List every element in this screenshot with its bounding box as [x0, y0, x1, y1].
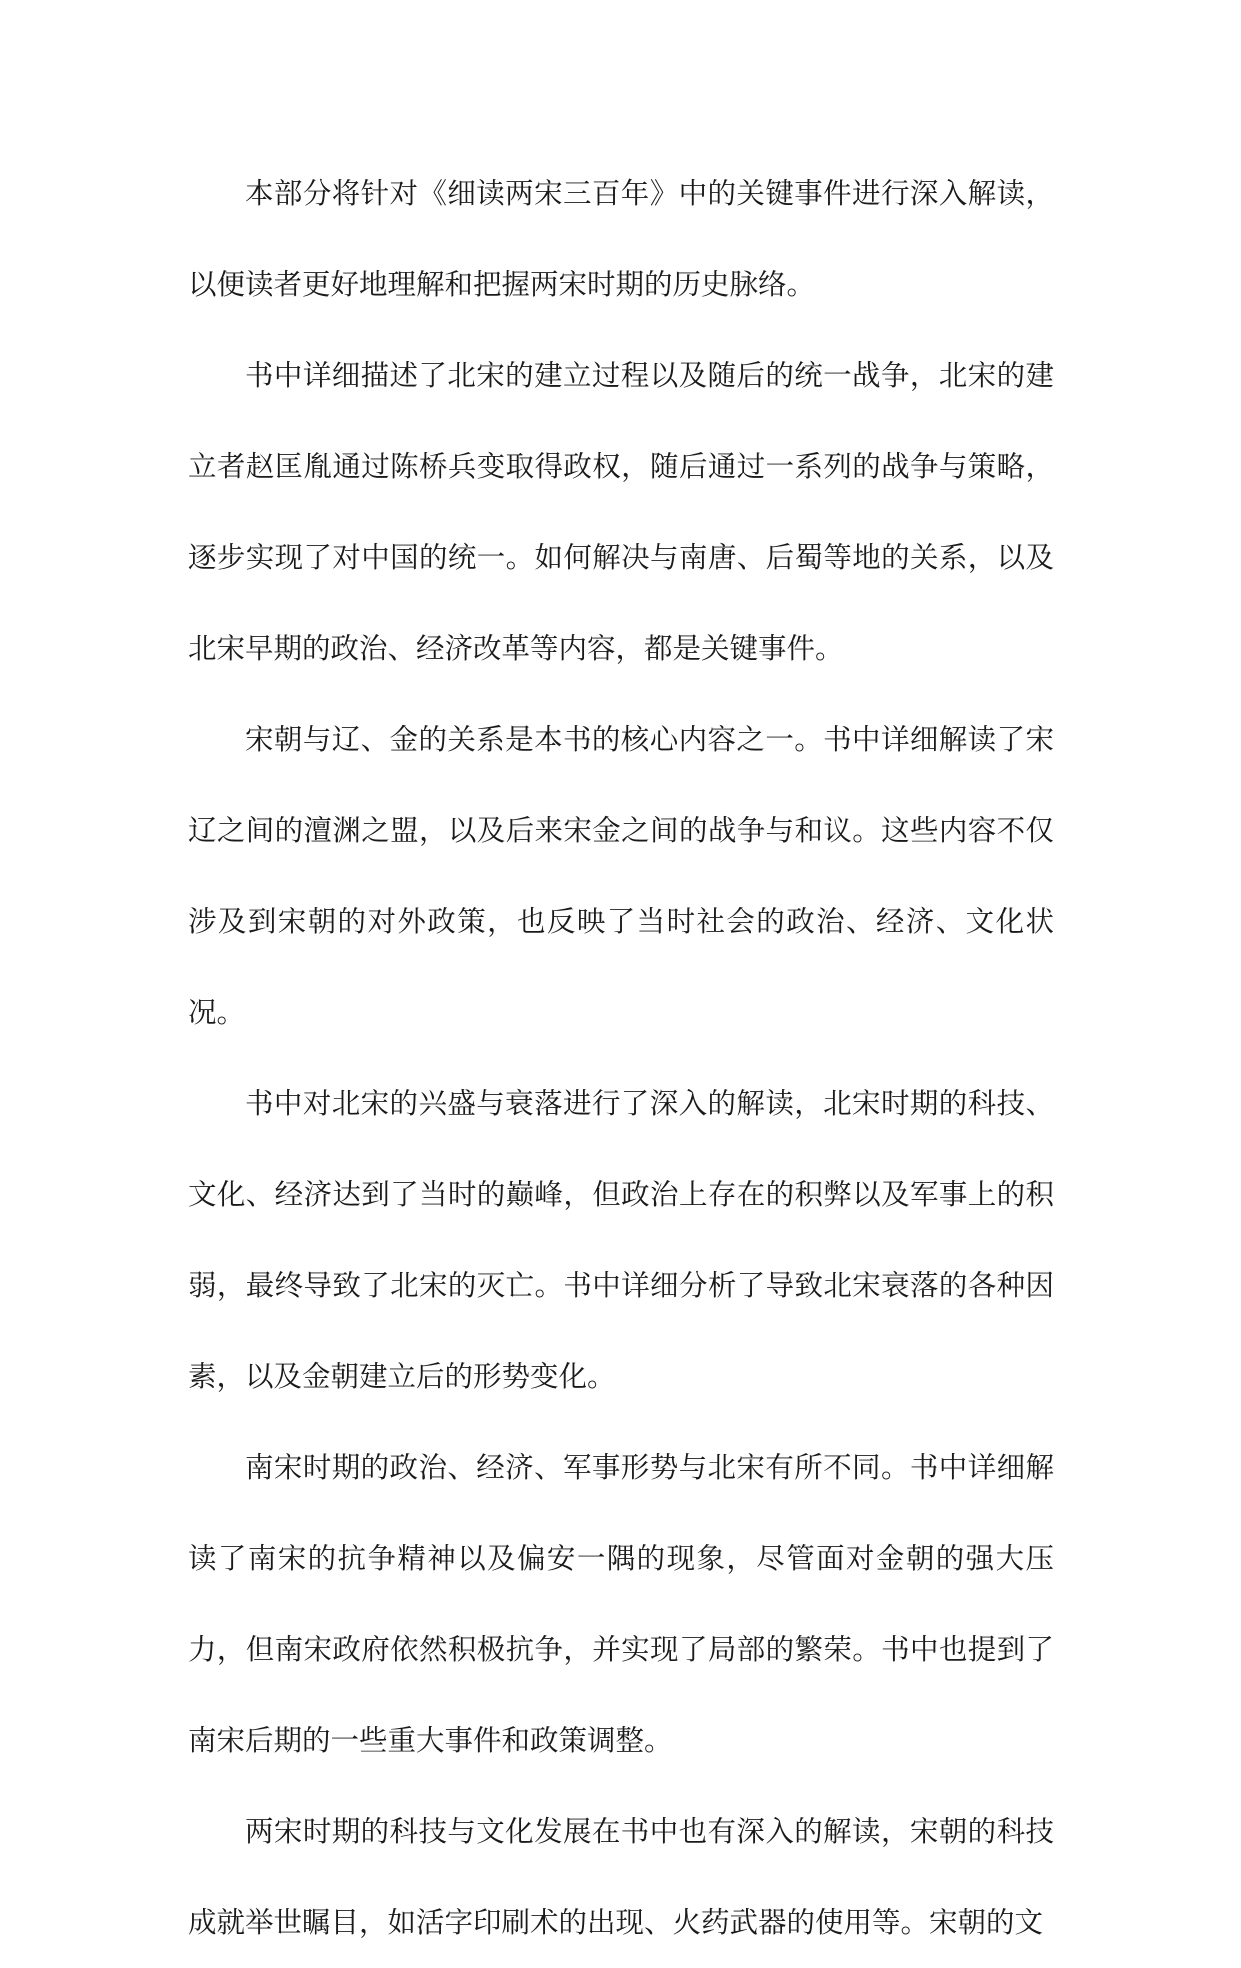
paragraph-northern-song-rise-fall: 书中对北宋的兴盛与衰落进行了深入的解读，北宋时期的科技、文化、经济达到了当时的巅峰，但政治上存在的积弊以及军事上的积弱，最终导致了北宋的灭亡。书中详细分析了导致北宋衰落的各种因素，以及金朝建立后的形势变化。 [188, 1087, 1054, 1393]
paragraph-southern-song: 南宋时期的政治、经济、军事形势与北宋有所不同。书中详细解读了南宋的抗争精神以及偏安一隅的现象，尽管面对金朝的强大压力，但南宋政府依然积极抗争，并实现了局部的繁荣。书中也提到了南宋后期的一些重大事件和政策调整。 [188, 1451, 1054, 1757]
paragraph-science-culture: 两宋时期的科技与文化发展在书中也有深入的解读，宋朝的科技成就举世瞩目，如活字印刷术的出现、火药武器的使用等。宋朝的文 [188, 1815, 1054, 1939]
paragraph-liao-jin-relations: 宋朝与辽、金的关系是本书的核心内容之一。书中详细解读了宋辽之间的澶渊之盟，以及后来宋金之间的战争与和议。这些内容不仅涉及到宋朝的对外政策，也反映了当时社会的政治、经济、文化状况。 [188, 723, 1054, 1029]
document-body [188, 148, 1054, 1968]
paragraph-northern-song-founding: 书中详细描述了北宋的建立过程以及随后的统一战争，北宋的建立者赵匡胤通过陈桥兵变取得政权，随后通过一系列的战争与策略，逐步实现了对中国的统一。如何解决与南唐、后蜀等地的关系，以及北宋早期的政治、经济改革等内容，都是关键事件。 [188, 359, 1054, 665]
paragraph-intro: 本部分将针对《细读两宋三百年》中的关键事件进行深入解读，以便读者更好地理解和把握两宋时期的历史脉络。 [188, 177, 1054, 301]
